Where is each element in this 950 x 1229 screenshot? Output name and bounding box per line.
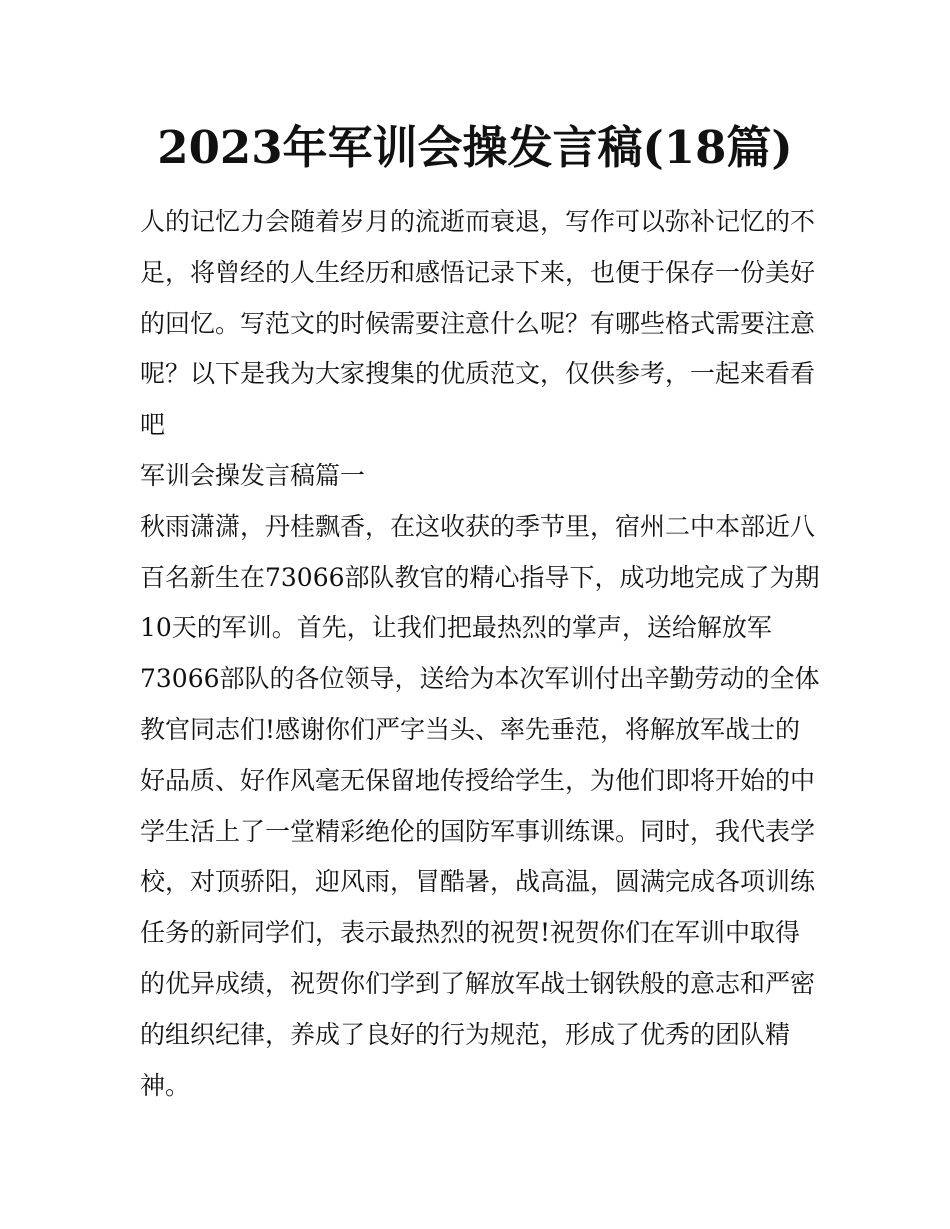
intro-line: 呢？以下是我为大家搜集的优质范文，仅供参考，一起来看看 xyxy=(140,359,816,389)
section-line: 秋雨潇潇，丹桂飘香，在这收获的季节里，宿州二中本部近八 xyxy=(140,511,816,541)
section-heading: 军训会操发言稿篇一 xyxy=(140,460,366,490)
section-line: 学生活上了一堂精彩绝伦的国防军事训练课。同时，我代表学 xyxy=(140,816,816,846)
document-title: 2023年军训会操发言稿(18篇) xyxy=(157,121,793,174)
intro-line: 吧 xyxy=(140,410,166,440)
section-line: 任务的新同学们，表示最热烈的祝贺!祝贺你们在军训中取得 xyxy=(140,918,801,948)
section-line: 的组织纪律，养成了良好的行为规范，形成了优秀的团队精 xyxy=(140,1019,791,1049)
section-line: 神。 xyxy=(140,1070,191,1100)
section-line: 教官同志们!感谢你们严字当头、率先垂范，将解放军战士的 xyxy=(140,714,801,744)
intro-line: 的回忆。写范文的时候需要注意什么呢？有哪些格式需要注意 xyxy=(140,308,816,338)
intro-line: 足，将曾经的人生经历和感悟记录下来，也便于保存一份美好 xyxy=(140,257,816,287)
section-line: 校，对顶骄阳，迎风雨，冒酷暑，战高温，圆满完成各项训练 xyxy=(140,867,816,897)
intro-line: 人的记忆力会随着岁月的流逝而衰退，写作可以弥补记忆的不 xyxy=(140,207,816,236)
section-line: 10天的军训。首先，让我们把最热烈的掌声，送给解放军 xyxy=(140,613,772,643)
section-line: 好品质、好作风毫无保留地传授给学生，为他们即将开始的中 xyxy=(140,765,816,795)
document-body xyxy=(140,197,820,1111)
section-line: 73066部队的各位领导，送给为本次军训付出辛勤劳动的全体 xyxy=(140,664,820,694)
section-line: 百名新生在73066部队教官的精心指导下，成功地完成了为期 xyxy=(140,562,820,592)
section-line: 的优异成绩，祝贺你们学到了解放军战士钢铁般的意志和严密 xyxy=(140,968,816,998)
